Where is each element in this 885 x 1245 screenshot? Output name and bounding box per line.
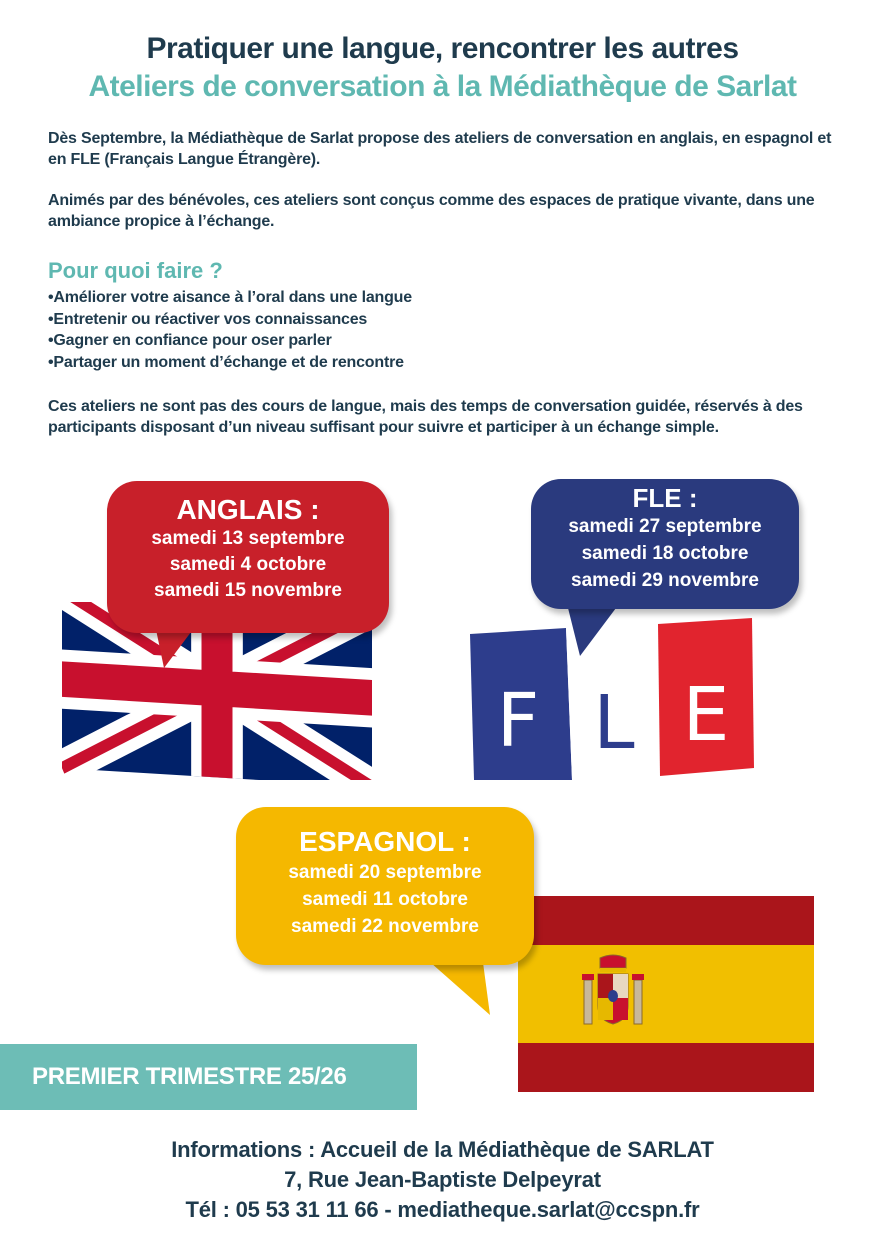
fle-session-bubble (531, 479, 799, 609)
spanish-session-bubble (236, 807, 534, 965)
fle-date: samedi 29 novembre (571, 570, 759, 591)
spanish-date: samedi 11 octobre (302, 889, 468, 910)
trimester-banner: PREMIER TRIMESTRE 25/26 (0, 1044, 417, 1110)
spanish-date: samedi 20 septembre (288, 862, 482, 883)
fle-letter-e: E (682, 672, 730, 758)
page-title: Pratiquer une langue, rencontrer les autres (146, 32, 739, 65)
coat-of-arms-icon (578, 954, 648, 1036)
why-list (48, 287, 412, 373)
english-date: samedi 13 septembre (151, 528, 345, 549)
english-session-bubble (107, 481, 389, 633)
spanish-title: ESPAGNOL : (299, 826, 471, 857)
why-item: • Gagner en confiance pour oser parler (48, 330, 412, 352)
english-title: ANGLAIS : (176, 494, 320, 525)
why-heading: Pour quoi faire ? (48, 258, 223, 283)
why-item: • Partager un moment d’échange et de rencontre (48, 352, 412, 374)
intro-paragraph-2: Animés par des bénévoles, ces ateliers sont conçus comme des espaces de pratique vivante, dans une ambiance propice à l’échange. (48, 192, 815, 230)
fle-date: samedi 18 octobre (581, 543, 749, 564)
intro-paragraph-1: Dès Septembre, la Médiathèque de Sarlat propose des ateliers de conversation en anglais, en espagnol et en FLE (Français Langue Étrangère). (48, 130, 832, 168)
page-subtitle: Ateliers de conversation à la Médiathèque de Sarlat (88, 70, 797, 103)
fle-letter-l: L (593, 680, 635, 766)
why-item: • Améliorer votre aisance à l’oral dans une langue (48, 287, 412, 309)
fle-date: samedi 27 septembre (568, 516, 762, 537)
fle-title: FLE : (632, 483, 698, 513)
fle-letter-f: F (496, 678, 540, 764)
fle-bubble-tail (560, 600, 630, 660)
english-date: samedi 4 octobre (169, 554, 327, 575)
footer-contact: Tél : 05 53 31 11 66 - mediatheque.sarlat@ccspn.fr (185, 1197, 700, 1222)
english-date: samedi 15 novembre (154, 580, 342, 601)
why-item: • Entretenir ou réactiver vos connaissances (48, 309, 412, 331)
note-paragraph: Ces ateliers ne sont pas des cours de langue, mais des temps de conversation guidée, réservés à des participants disposant d’un niveau suffisant pour suivre et participer à un échange simple. (48, 398, 803, 436)
footer-info: Informations : Accueil de la Médiathèque de SARLAT (171, 1137, 714, 1162)
spain-flag-icon (518, 896, 814, 1092)
footer-address: 7, Rue Jean-Baptiste Delpeyrat (284, 1167, 601, 1192)
spanish-date: samedi 22 novembre (291, 916, 479, 937)
